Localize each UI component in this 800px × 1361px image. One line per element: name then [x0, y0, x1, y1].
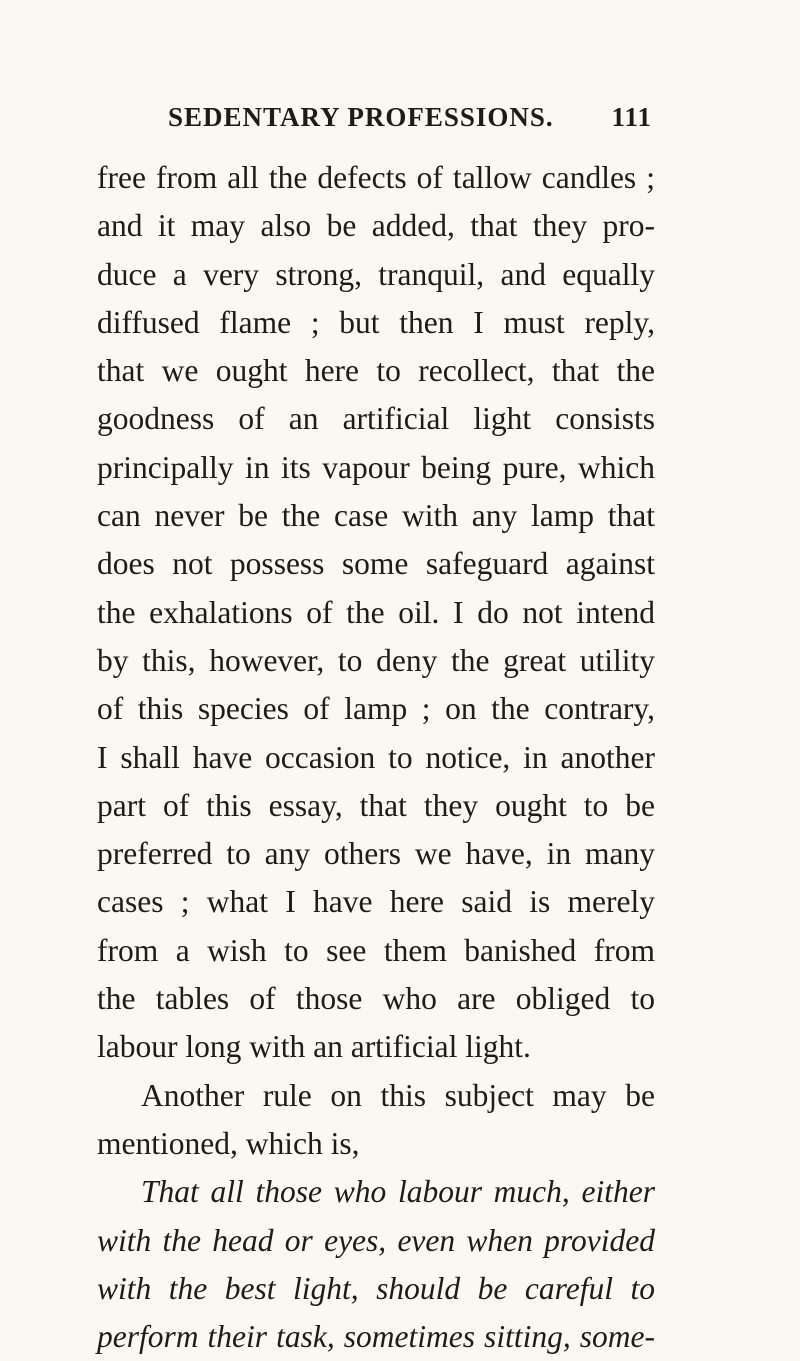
- text-line: of this species of lamp ; on the contrary,: [97, 691, 655, 727]
- text-line: the exhalations of the oil. I do not intend: [97, 594, 655, 630]
- text-line: diffused flame ; but then I must reply,: [97, 304, 655, 340]
- text-line: duce a very strong, tranquil, and equally: [97, 256, 655, 292]
- text-line: does not possess some safeguard against: [97, 546, 655, 582]
- text-line-italic: perform their task, sometimes sitting, some-: [97, 1319, 655, 1355]
- text-line: can never be the case with any lamp that: [97, 498, 655, 534]
- text-line-italic: That all those who labour much, either: [141, 1174, 655, 1210]
- text-line: preferred to any others we have, in many: [97, 836, 655, 872]
- text-line: mentioned, which is,: [97, 1125, 360, 1161]
- text-line: principally in its vapour being pure, which: [97, 449, 655, 485]
- running-title: SEDENTARY PROFESSIONS.: [168, 102, 554, 132]
- text-line: free from all the defects of tallow candles ;: [97, 160, 655, 195]
- text-line: labour long with an artificial light.: [97, 1029, 531, 1065]
- text-line: that we ought here to recollect, that the: [97, 353, 655, 389]
- text-line: the tables of those who are obliged to: [97, 981, 655, 1017]
- text-line: from a wish to see them banished from: [97, 932, 655, 968]
- text-line: goodness of an artificial light consists: [97, 401, 655, 437]
- text-line: I shall have occasion to notice, in another: [97, 739, 655, 775]
- text-line: by this, however, to deny the great utility: [97, 642, 655, 678]
- text-line: Another rule on this subject may be: [141, 1077, 655, 1113]
- text-line: part of this essay, that they ought to be: [97, 787, 655, 823]
- text-line-italic: with the best light, should be careful to: [97, 1270, 655, 1306]
- text-line: cases ; what I have here said is merely: [97, 884, 655, 920]
- text-line: and it may also be added, that they pro-: [97, 208, 655, 244]
- text-line-italic: with the head or eyes, even when provided: [97, 1222, 655, 1258]
- page-number: 111: [611, 102, 652, 132]
- running-head: [168, 102, 652, 142]
- body-text: [97, 154, 655, 1361]
